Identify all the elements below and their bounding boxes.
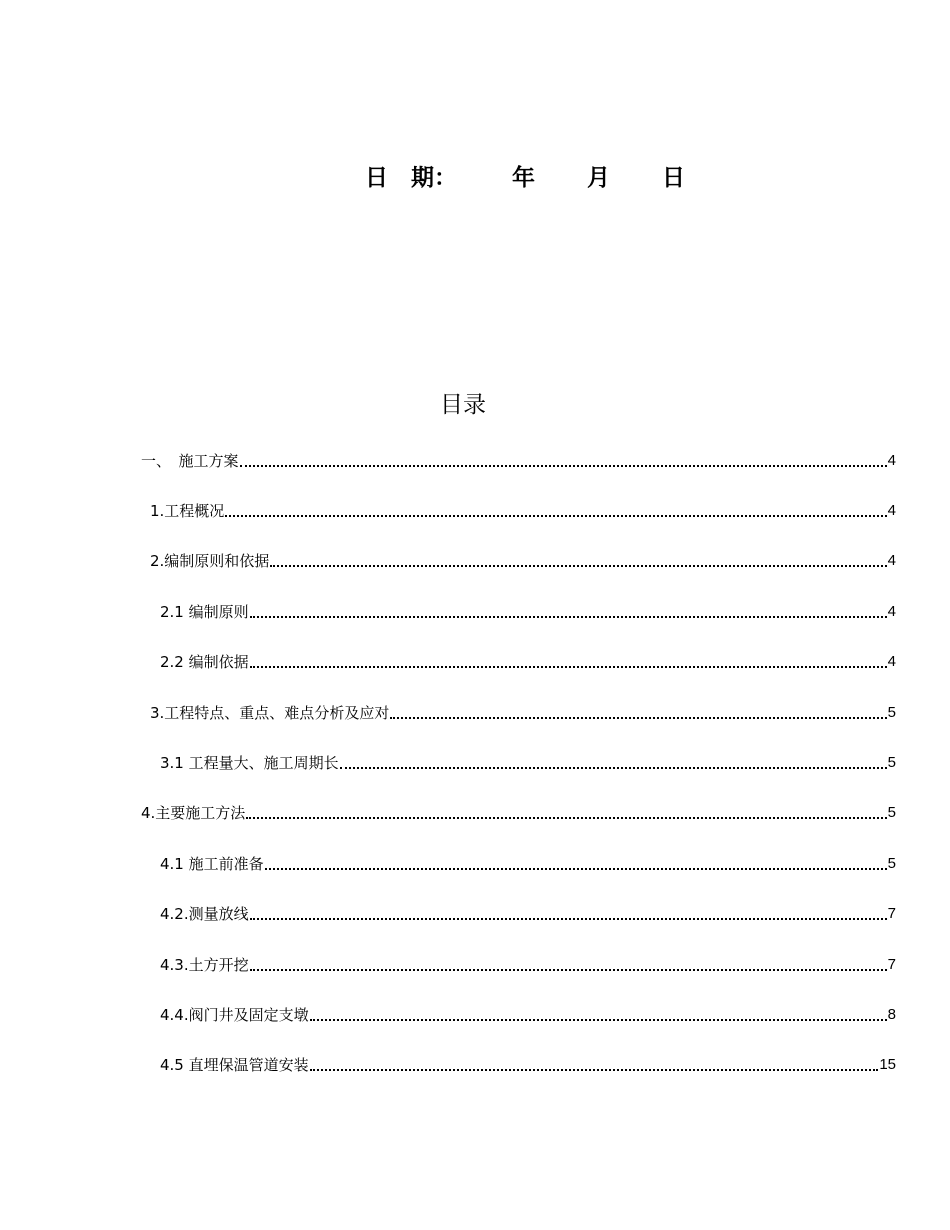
date-year-label: 年 bbox=[512, 165, 535, 191]
toc-entry[interactable] bbox=[141, 446, 896, 472]
toc-entry-page: 4 bbox=[887, 653, 896, 670]
toc-leader-dots bbox=[340, 767, 887, 769]
toc-entry[interactable] bbox=[160, 597, 896, 623]
toc-entry-page: 15 bbox=[879, 1056, 896, 1073]
toc-entry-text: 2.编制原则和依据 bbox=[150, 552, 270, 570]
toc-entry-text: 一、 施工方案 bbox=[141, 452, 239, 470]
toc-entry-page: 7 bbox=[887, 905, 896, 922]
toc-entry-page: 7 bbox=[887, 956, 896, 973]
toc-entry[interactable] bbox=[141, 798, 896, 824]
toc-leader-dots bbox=[240, 465, 887, 467]
toc-entry-text: 4.2.测量放线 bbox=[160, 905, 249, 923]
toc-entry-page: 4 bbox=[887, 552, 896, 569]
toc-entry-text: 4.1 施工前准备 bbox=[160, 855, 264, 873]
toc-entry-text: 4.主要施工方法 bbox=[141, 804, 246, 822]
toc-entry[interactable] bbox=[160, 950, 896, 976]
toc-entry[interactable] bbox=[160, 849, 896, 875]
date-month-label: 月 bbox=[587, 165, 610, 191]
toc-entry[interactable] bbox=[160, 1000, 896, 1026]
toc-title: 目录 bbox=[440, 392, 486, 418]
toc-entry-page: 5 bbox=[887, 754, 896, 771]
date-label: 日 期： bbox=[365, 165, 457, 191]
toc-entry-text: 1.工程概况 bbox=[150, 502, 225, 520]
toc-leader-dots bbox=[390, 717, 886, 719]
toc-entry-text: 2.2 编制依据 bbox=[160, 653, 249, 671]
toc-entry[interactable] bbox=[150, 496, 896, 522]
toc-leader-dots bbox=[250, 616, 887, 618]
toc-entry[interactable] bbox=[160, 899, 896, 925]
toc-entry-page: 8 bbox=[887, 1006, 896, 1023]
toc-entry[interactable] bbox=[160, 647, 896, 673]
toc-leader-dots bbox=[250, 918, 887, 920]
toc-entry[interactable] bbox=[150, 698, 896, 724]
toc-entry[interactable] bbox=[160, 748, 896, 774]
toc-leader-dots bbox=[270, 565, 886, 567]
toc-entry[interactable] bbox=[150, 546, 896, 572]
toc-entry-page: 4 bbox=[887, 452, 896, 469]
toc-entry-page: 5 bbox=[887, 804, 896, 821]
toc-entry-text: 4.3.土方开挖 bbox=[160, 956, 249, 974]
toc-entry-text: 3.工程特点、重点、难点分析及应对 bbox=[150, 704, 390, 722]
toc-entry-text: 2.1 编制原则 bbox=[160, 603, 249, 621]
toc-leader-dots bbox=[310, 1069, 879, 1071]
toc-leader-dots bbox=[310, 1019, 887, 1021]
toc-entry-page: 5 bbox=[887, 704, 896, 721]
toc-entry-text: 4.4.阀门井及固定支墩 bbox=[160, 1006, 309, 1024]
toc-leader-dots bbox=[225, 515, 886, 517]
toc-entry-page: 4 bbox=[887, 603, 896, 620]
toc-entry-text: 3.1 工程量大、施工周期长 bbox=[160, 754, 339, 772]
toc-entry[interactable] bbox=[160, 1050, 896, 1076]
toc-leader-dots bbox=[265, 868, 887, 870]
toc-entry-text: 4.5 直埋保温管道安装 bbox=[160, 1056, 309, 1074]
toc-entry-page: 4 bbox=[887, 502, 896, 519]
toc-leader-dots bbox=[250, 666, 887, 668]
toc-leader-dots bbox=[246, 817, 886, 819]
toc-leader-dots bbox=[250, 969, 887, 971]
date-line bbox=[0, 160, 950, 196]
date-day-label: 日 bbox=[662, 165, 685, 191]
toc-entry-page: 5 bbox=[887, 855, 896, 872]
